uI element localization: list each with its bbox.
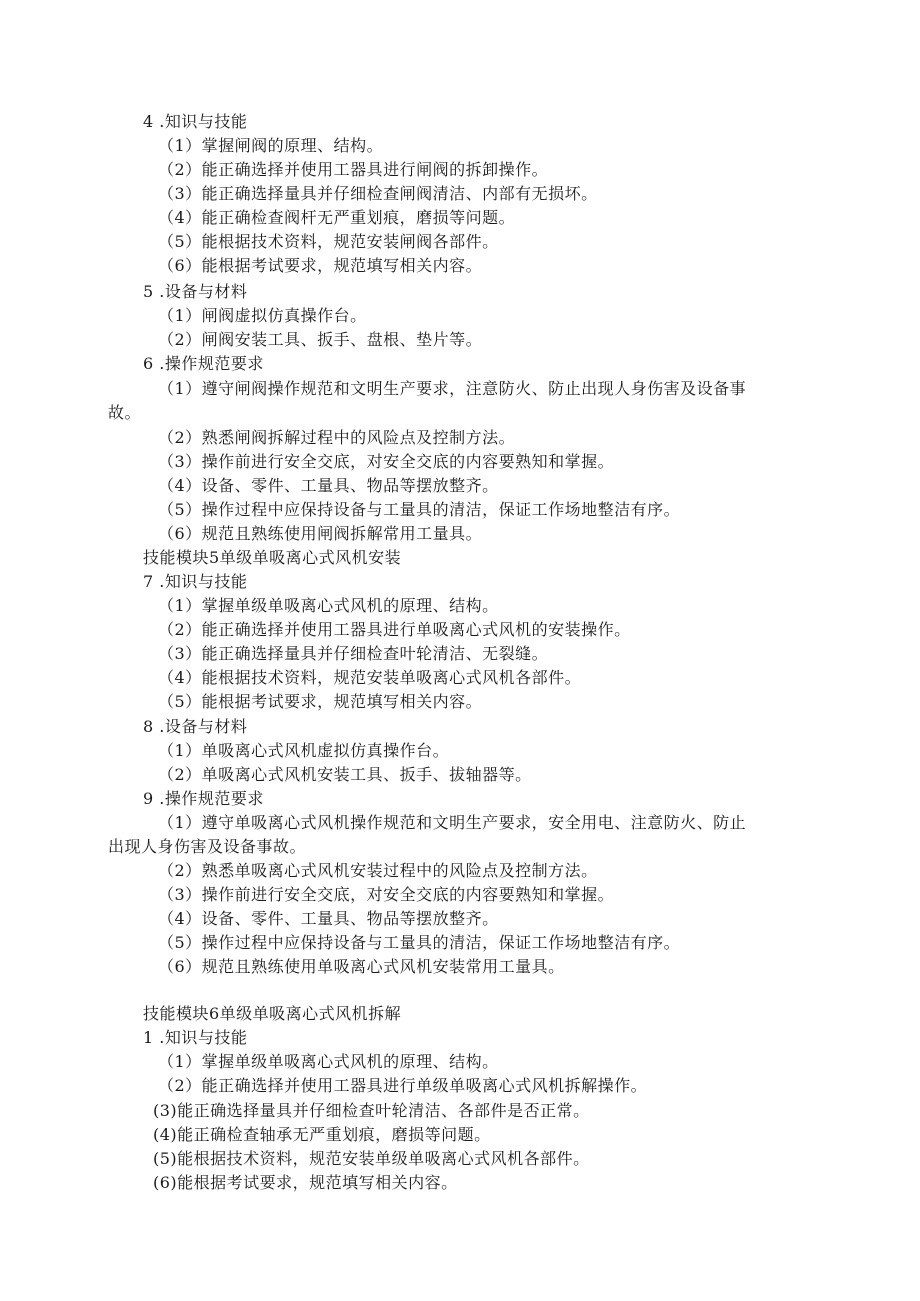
list-item: （1）单吸离心式风机虚拟仿真操作台。 <box>158 741 450 760</box>
list-item: （3）操作前进行安全交底，对安全交底的内容要熟知和掌握。 <box>158 452 615 471</box>
list-item: （2）能正确选择并使用工器具进行单级单吸离心式风机拆解操作。 <box>158 1076 648 1095</box>
list-item: （6）规范且熟练使用闸阀拆解常用工量具。 <box>158 524 483 543</box>
list-item: （1）掌握单级单吸离心式风机的原理、结构。 <box>158 1052 499 1071</box>
list-item: （5）操作过程中应保持设备与工量具的清洁，保证工作场地整洁有序。 <box>158 500 681 519</box>
list-item: (3)能正确选择量具并仔细检查叶轮清洁、各部件是否正常。 <box>153 1101 590 1120</box>
list-item: （3）能正确选择量具并仔细检查闸阀清洁、内部有无损坏。 <box>158 184 598 203</box>
list-item: （4）设备、零件、工量具、物品等摆放整齐。 <box>158 476 499 495</box>
list-item: （6）规范且熟练使用单吸离心式风机安装常用工量具。 <box>158 957 565 976</box>
section-heading: 6 .操作规范要求 <box>143 354 264 373</box>
list-item: (4)能正确检查轴承无严重划痕，磨损等问题。 <box>153 1125 491 1144</box>
list-item: （4）设备、零件、工量具、物品等摆放整齐。 <box>158 909 499 928</box>
list-item: （2）闸阀安装工具、扳手、盘根、垫片等。 <box>158 330 483 349</box>
list-item: （6）能根据考试要求，规范填写相关内容。 <box>158 256 483 275</box>
list-item: （2）熟悉闸阀拆解过程中的风险点及控制方法。 <box>158 428 516 447</box>
list-item: （4）能根据技术资料，规范安装单吸离心式风机各部件。 <box>158 668 582 687</box>
list-item: （3）能正确选择量具并仔细检查叶轮清洁、无裂缝。 <box>158 644 549 663</box>
list-item: （2）单吸离心式风机安装工具、扳手、拔轴器等。 <box>158 765 532 784</box>
list-item-continuation: 故。 <box>108 403 142 422</box>
section-heading: 1 .知识与技能 <box>143 1028 248 1047</box>
section-heading: 9 .操作规范要求 <box>143 789 264 808</box>
list-item: （5）能根据考试要求，规范填写相关内容。 <box>158 692 483 711</box>
section-heading: 4 .知识与技能 <box>143 112 248 131</box>
list-item: (5)能根据技术资料，规范安装单级单吸离心式风机各部件。 <box>153 1149 590 1168</box>
list-item: （2）熟悉单吸离心式风机安装过程中的风险点及控制方法。 <box>158 861 598 880</box>
list-item: （5）能根据技术资料，规范安装闸阀各部件。 <box>158 232 499 251</box>
list-item: （2）能正确选择并使用工器具进行单吸离心式风机的安装操作。 <box>158 620 631 639</box>
list-item: （4）能正确检查阀杆无严重划痕，磨损等问题。 <box>158 208 516 227</box>
section-heading: 5 .设备与材料 <box>143 282 248 301</box>
list-item: （3）操作前进行安全交底，对安全交底的内容要熟知和掌握。 <box>158 885 615 904</box>
section-heading: 7 .知识与技能 <box>143 572 248 591</box>
list-item-continuation: 出现人身伤害及设备事故。 <box>108 837 307 856</box>
list-item: （2）能正确选择并使用工器具进行闸阀的拆卸操作。 <box>158 160 549 179</box>
module-title: 技能模块6单级单吸离心式风机拆解 <box>143 1004 402 1023</box>
section-heading: 8 .设备与材料 <box>143 717 248 736</box>
module-title: 技能模块5单级单吸离心式风机安装 <box>143 548 402 567</box>
list-item: （1）闸阀虚拟仿真操作台。 <box>158 306 367 325</box>
list-item: （1）掌握闸阀的原理、结构。 <box>158 136 384 155</box>
list-item: （1）掌握单级单吸离心式风机的原理、结构。 <box>158 596 499 615</box>
list-item: (6)能根据考试要求，规范填写相关内容。 <box>153 1173 458 1192</box>
list-item: （5）操作过程中应保持设备与工量具的清洁，保证工作场地整洁有序。 <box>158 933 681 952</box>
list-item-line: （1）遵守单吸离心式风机操作规范和文明生产要求，安全用电、注意防火、防止 <box>158 813 747 832</box>
list-item-line: （1）遵守闸阀操作规范和文明生产要求，注意防火、防止出现人身伤害及设备事 <box>158 379 747 398</box>
